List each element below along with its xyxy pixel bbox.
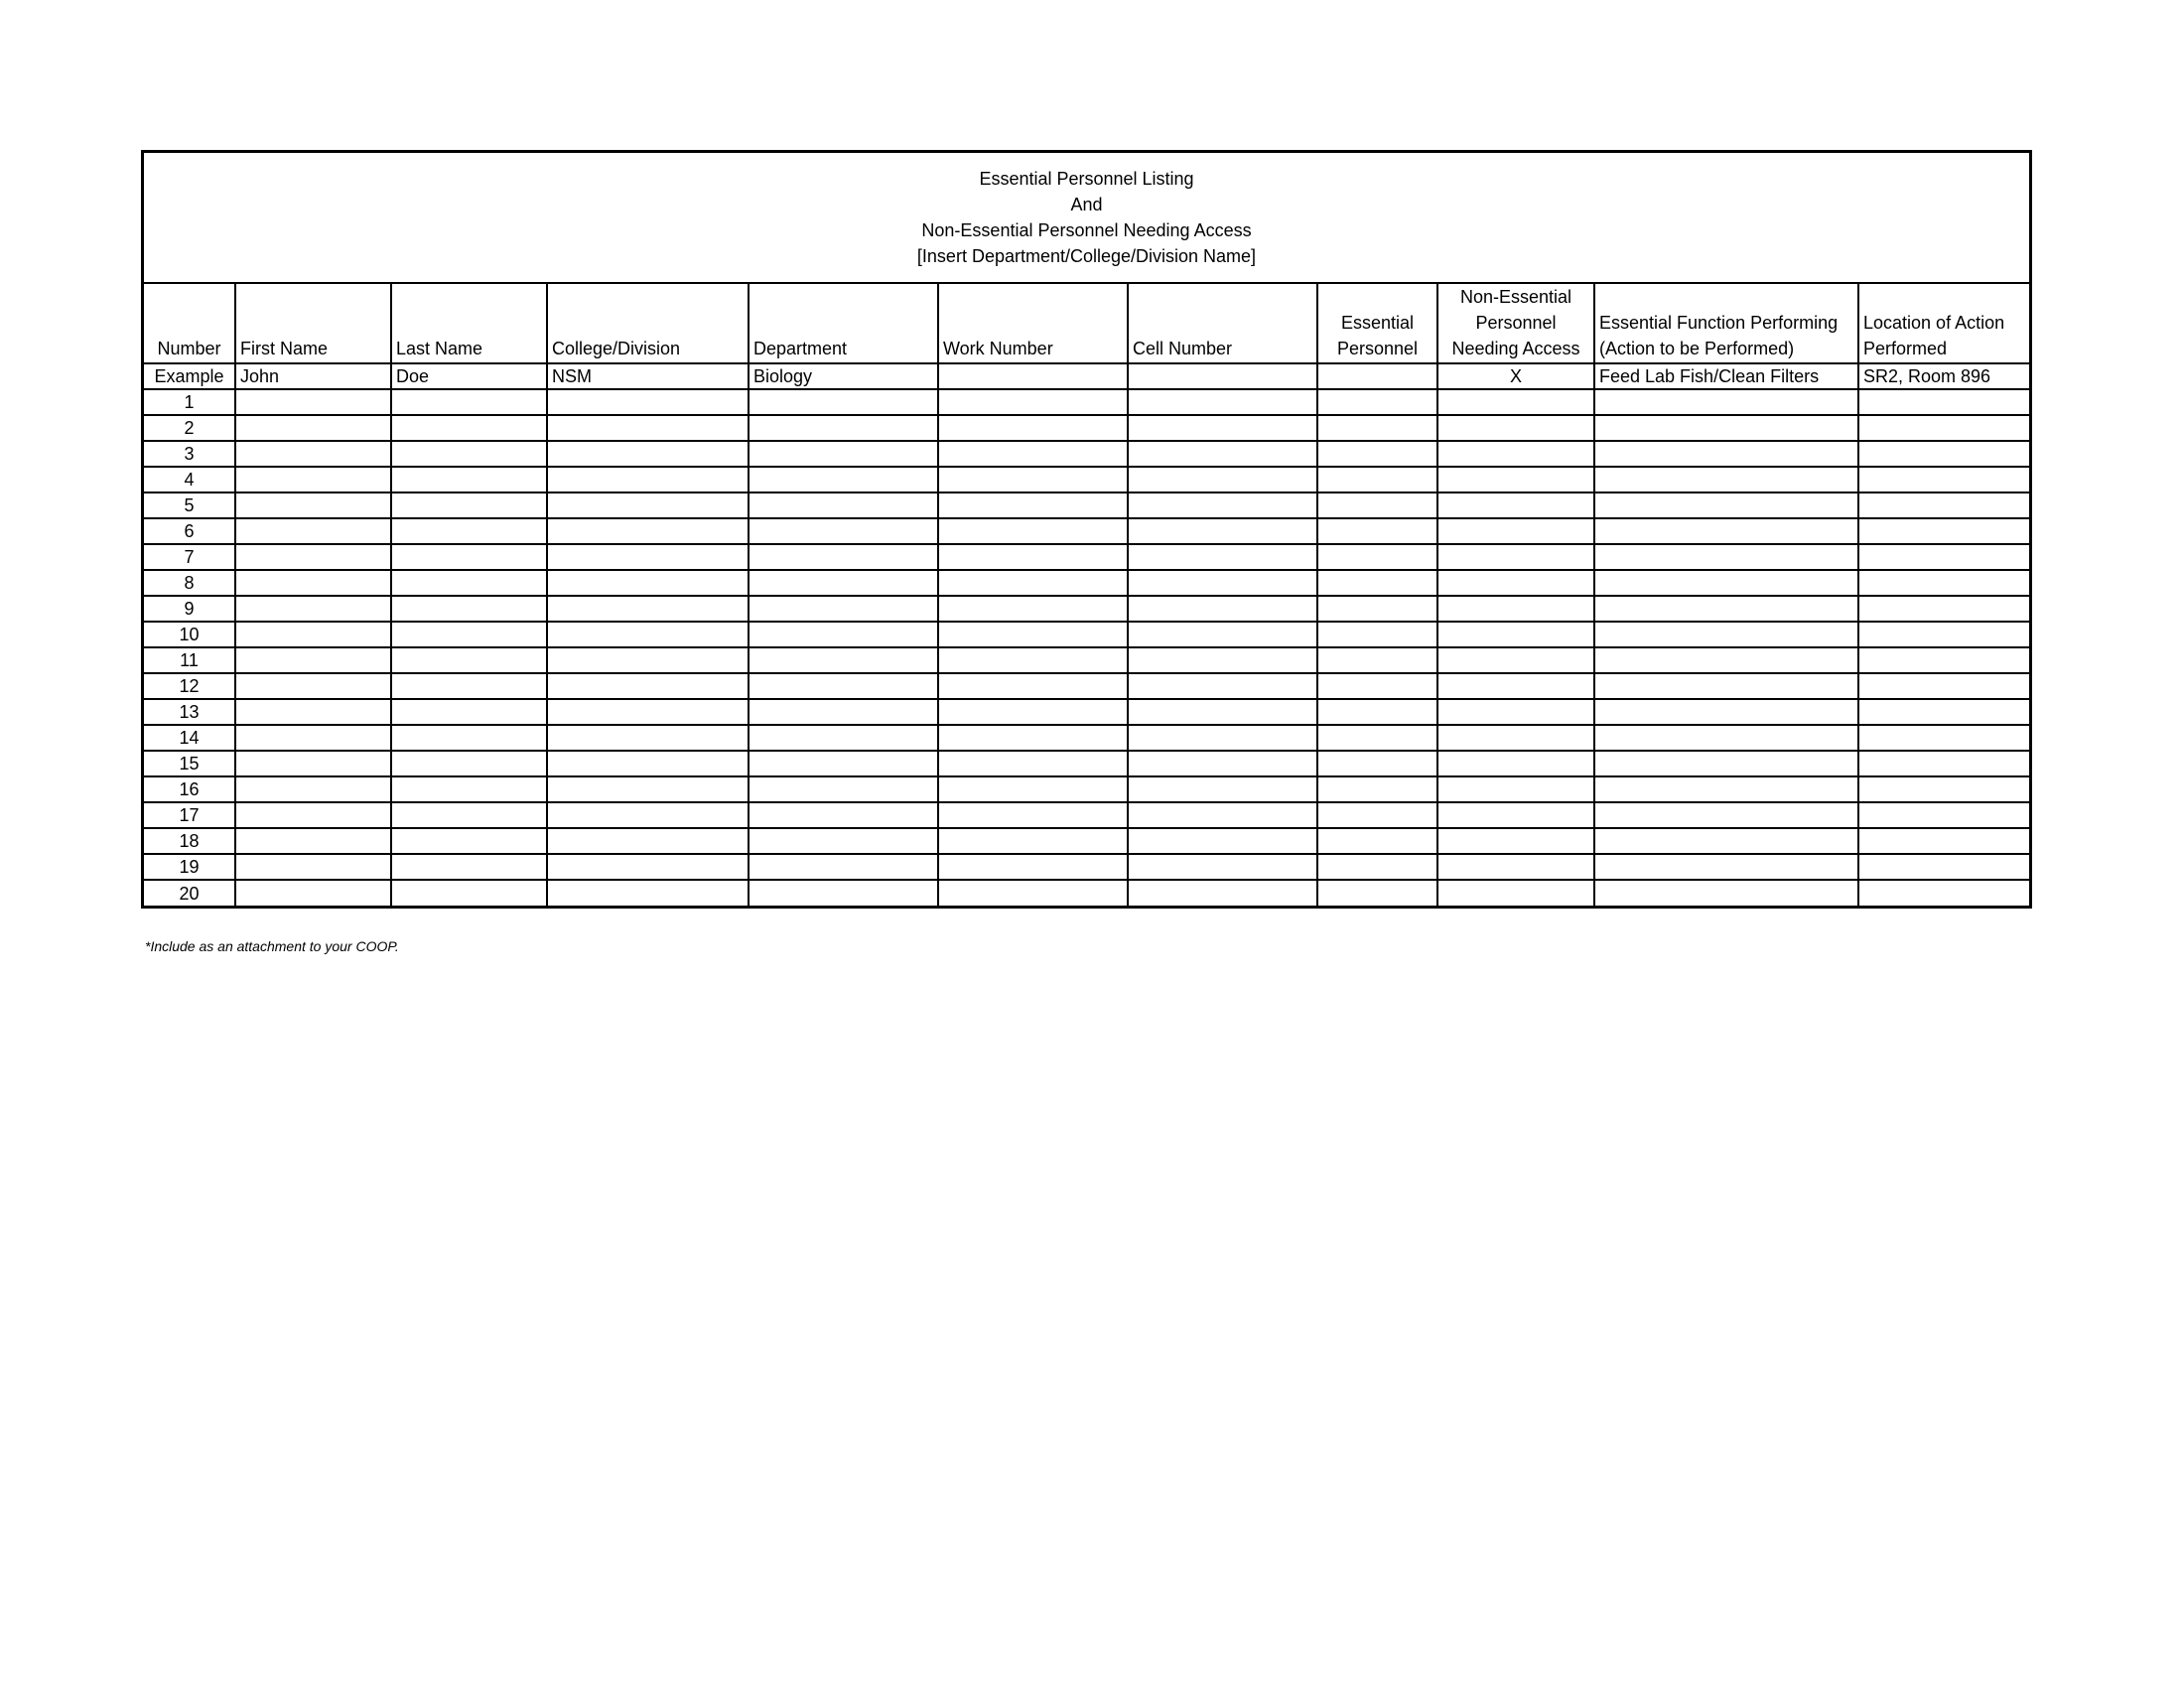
cell-last-name[interactable] <box>391 518 547 544</box>
cell-work-number[interactable] <box>938 570 1128 596</box>
cell-department[interactable] <box>749 647 938 673</box>
cell-last-name[interactable] <box>391 596 547 622</box>
cell-non-essential[interactable] <box>1437 441 1594 467</box>
col-header-last-name: Last Name <box>391 284 547 363</box>
cell-non-essential[interactable] <box>1437 389 1594 415</box>
cell-college-division[interactable] <box>547 751 749 776</box>
example-location: SR2, Room 896 <box>1858 363 2029 389</box>
example-first-name: John <box>235 363 391 389</box>
cell-college-division[interactable] <box>547 673 749 699</box>
row-number: 3 <box>144 441 235 467</box>
cell-non-essential[interactable] <box>1437 802 1594 828</box>
cell-work-number[interactable] <box>938 518 1128 544</box>
cell-first-name[interactable] <box>235 699 391 725</box>
cell-department[interactable] <box>749 518 938 544</box>
cell-last-name[interactable] <box>391 828 547 854</box>
cell-cell-number[interactable] <box>1128 389 1317 415</box>
cell-college-division[interactable] <box>547 699 749 725</box>
row-number: 13 <box>144 699 235 725</box>
cell-function[interactable] <box>1594 544 1858 570</box>
cell-cell-number[interactable] <box>1128 544 1317 570</box>
cell-college-division[interactable] <box>547 880 749 906</box>
title-line-4: [Insert Department/College/Division Name] <box>916 246 1257 266</box>
footnote: *Include as an attachment to your COOP. <box>145 938 399 954</box>
cell-first-name[interactable] <box>235 570 391 596</box>
cell-essential[interactable] <box>1317 596 1437 622</box>
table-row <box>144 492 2029 518</box>
cell-work-number[interactable] <box>938 647 1128 673</box>
cell-last-name[interactable] <box>391 776 547 802</box>
cell-work-number[interactable] <box>938 699 1128 725</box>
cell-last-name[interactable] <box>391 880 547 906</box>
cell-function[interactable] <box>1594 518 1858 544</box>
row-number: 19 <box>144 854 235 880</box>
cell-essential[interactable] <box>1317 570 1437 596</box>
cell-non-essential[interactable] <box>1437 828 1594 854</box>
example-last-name: Doe <box>391 363 547 389</box>
table-row <box>144 673 2029 699</box>
row-number: 6 <box>144 518 235 544</box>
cell-first-name[interactable] <box>235 596 391 622</box>
col-header-college-division: College/Division <box>547 284 749 363</box>
cell-essential[interactable] <box>1317 699 1437 725</box>
cell-last-name[interactable] <box>391 751 547 776</box>
cell-essential[interactable] <box>1317 880 1437 906</box>
cell-non-essential[interactable] <box>1437 570 1594 596</box>
row-number: 11 <box>144 647 235 673</box>
cell-function[interactable] <box>1594 570 1858 596</box>
cell-college-division[interactable] <box>547 725 749 751</box>
cell-non-essential[interactable] <box>1437 415 1594 441</box>
cell-location[interactable] <box>1858 492 2029 518</box>
cell-work-number[interactable] <box>938 854 1128 880</box>
table-row <box>144 699 2029 725</box>
cell-non-essential[interactable] <box>1437 854 1594 880</box>
example-function: Feed Lab Fish/Clean Filters <box>1594 363 1858 389</box>
cell-essential[interactable] <box>1317 467 1437 492</box>
cell-cell-number[interactable] <box>1128 776 1317 802</box>
cell-location[interactable] <box>1858 647 2029 673</box>
cell-cell-number[interactable] <box>1128 518 1317 544</box>
example-number: Example <box>144 363 235 389</box>
cell-work-number[interactable] <box>938 389 1128 415</box>
cell-non-essential[interactable] <box>1437 699 1594 725</box>
cell-work-number[interactable] <box>938 596 1128 622</box>
col-header-essential: Essential Personnel <box>1317 284 1437 363</box>
cell-work-number[interactable] <box>938 828 1128 854</box>
row-number: 7 <box>144 544 235 570</box>
form-title-block <box>144 153 2029 284</box>
cell-non-essential[interactable] <box>1437 544 1594 570</box>
cell-department[interactable] <box>749 673 938 699</box>
table-row <box>144 544 2029 570</box>
cell-last-name[interactable] <box>391 673 547 699</box>
cell-cell-number[interactable] <box>1128 880 1317 906</box>
cell-function[interactable] <box>1594 880 1858 906</box>
cell-college-division[interactable] <box>547 570 749 596</box>
cell-non-essential[interactable] <box>1437 492 1594 518</box>
cell-function[interactable] <box>1594 492 1858 518</box>
cell-cell-number[interactable] <box>1128 415 1317 441</box>
col-header-work-number: Work Number <box>938 284 1128 363</box>
cell-essential[interactable] <box>1317 622 1437 647</box>
cell-department[interactable] <box>749 854 938 880</box>
cell-work-number[interactable] <box>938 725 1128 751</box>
cell-college-division[interactable] <box>547 776 749 802</box>
cell-non-essential[interactable] <box>1437 647 1594 673</box>
cell-function[interactable] <box>1594 673 1858 699</box>
cell-function[interactable] <box>1594 467 1858 492</box>
cell-function[interactable] <box>1594 596 1858 622</box>
cell-first-name[interactable] <box>235 492 391 518</box>
personnel-form <box>141 150 2032 909</box>
cell-essential[interactable] <box>1317 518 1437 544</box>
example-work-number <box>938 363 1128 389</box>
table-row <box>144 880 2029 906</box>
cell-first-name[interactable] <box>235 544 391 570</box>
row-number: 9 <box>144 596 235 622</box>
table-row <box>144 518 2029 544</box>
cell-first-name[interactable] <box>235 647 391 673</box>
cell-essential[interactable] <box>1317 544 1437 570</box>
table-row <box>144 776 2029 802</box>
table-row <box>144 596 2029 622</box>
title-line-3: Non-Essential Personnel Needing Access <box>921 220 1252 240</box>
col-header-location: Location of Action Performed <box>1858 284 2029 363</box>
table-row <box>144 415 2029 441</box>
cell-cell-number[interactable] <box>1128 854 1317 880</box>
cell-department[interactable] <box>749 441 938 467</box>
cell-college-division[interactable] <box>547 647 749 673</box>
cell-last-name[interactable] <box>391 854 547 880</box>
row-number: 12 <box>144 673 235 699</box>
cell-essential[interactable] <box>1317 776 1437 802</box>
cell-first-name[interactable] <box>235 467 391 492</box>
cell-department[interactable] <box>749 492 938 518</box>
col-header-number: Number <box>144 284 235 363</box>
cell-essential[interactable] <box>1317 725 1437 751</box>
cell-work-number[interactable] <box>938 673 1128 699</box>
table-row <box>144 647 2029 673</box>
title-line-1: Essential Personnel Listing <box>979 169 1194 189</box>
cell-function[interactable] <box>1594 828 1858 854</box>
cell-first-name[interactable] <box>235 518 391 544</box>
cell-non-essential[interactable] <box>1437 622 1594 647</box>
cell-department[interactable] <box>749 622 938 647</box>
example-cell-number <box>1128 363 1317 389</box>
cell-work-number[interactable] <box>938 544 1128 570</box>
cell-function[interactable] <box>1594 389 1858 415</box>
col-header-department: Department <box>749 284 938 363</box>
cell-college-division[interactable] <box>547 622 749 647</box>
cell-function[interactable] <box>1594 441 1858 467</box>
cell-last-name[interactable] <box>391 544 547 570</box>
cell-function[interactable] <box>1594 802 1858 828</box>
cell-non-essential[interactable] <box>1437 725 1594 751</box>
col-header-non-essential: Non-Essential Personnel Needing Access <box>1437 284 1594 363</box>
cell-cell-number[interactable] <box>1128 622 1317 647</box>
cell-department[interactable] <box>749 699 938 725</box>
cell-non-essential[interactable] <box>1437 751 1594 776</box>
cell-work-number[interactable] <box>938 776 1128 802</box>
cell-first-name[interactable] <box>235 828 391 854</box>
cell-essential[interactable] <box>1317 389 1437 415</box>
cell-location[interactable] <box>1858 622 2029 647</box>
cell-function[interactable] <box>1594 854 1858 880</box>
example-department: Biology <box>749 363 938 389</box>
title-line-2: And <box>1070 195 1103 214</box>
cell-department[interactable] <box>749 544 938 570</box>
cell-college-division[interactable] <box>547 441 749 467</box>
col-header-function: Essential Function Performing (Action to be Performed) <box>1594 284 1858 363</box>
cell-non-essential[interactable] <box>1437 518 1594 544</box>
cell-cell-number[interactable] <box>1128 751 1317 776</box>
cell-college-division[interactable] <box>547 854 749 880</box>
cell-non-essential[interactable] <box>1437 596 1594 622</box>
cell-non-essential[interactable] <box>1437 467 1594 492</box>
cell-department[interactable] <box>749 415 938 441</box>
cell-last-name[interactable] <box>391 647 547 673</box>
cell-essential[interactable] <box>1317 673 1437 699</box>
cell-location[interactable] <box>1858 725 2029 751</box>
row-number: 17 <box>144 802 235 828</box>
cell-college-division[interactable] <box>547 596 749 622</box>
cell-last-name[interactable] <box>391 492 547 518</box>
table-row <box>144 441 2029 467</box>
cell-department[interactable] <box>749 828 938 854</box>
cell-first-name[interactable] <box>235 673 391 699</box>
cell-cell-number[interactable] <box>1128 492 1317 518</box>
cell-last-name[interactable] <box>391 570 547 596</box>
cell-work-number[interactable] <box>938 802 1128 828</box>
table-row <box>144 622 2029 647</box>
cell-department[interactable] <box>749 596 938 622</box>
col-header-cell-number: Cell Number <box>1128 284 1317 363</box>
cell-location[interactable] <box>1858 751 2029 776</box>
cell-last-name[interactable] <box>391 622 547 647</box>
row-number: 2 <box>144 415 235 441</box>
cell-first-name[interactable] <box>235 725 391 751</box>
cell-location[interactable] <box>1858 828 2029 854</box>
cell-last-name[interactable] <box>391 699 547 725</box>
row-number: 16 <box>144 776 235 802</box>
cell-first-name[interactable] <box>235 441 391 467</box>
row-number: 14 <box>144 725 235 751</box>
cell-department[interactable] <box>749 880 938 906</box>
cell-essential[interactable] <box>1317 647 1437 673</box>
cell-essential[interactable] <box>1317 802 1437 828</box>
cell-location[interactable] <box>1858 802 2029 828</box>
cell-college-division[interactable] <box>547 544 749 570</box>
example-essential <box>1317 363 1437 389</box>
cell-location[interactable] <box>1858 776 2029 802</box>
header-row <box>144 284 2029 363</box>
cell-function[interactable] <box>1594 699 1858 725</box>
cell-work-number[interactable] <box>938 622 1128 647</box>
row-number: 1 <box>144 389 235 415</box>
row-number: 10 <box>144 622 235 647</box>
cell-first-name[interactable] <box>235 415 391 441</box>
cell-first-name[interactable] <box>235 751 391 776</box>
row-number: 5 <box>144 492 235 518</box>
cell-function[interactable] <box>1594 776 1858 802</box>
cell-work-number[interactable] <box>938 441 1128 467</box>
cell-work-number[interactable] <box>938 467 1128 492</box>
cell-department[interactable] <box>749 570 938 596</box>
example-non-essential: X <box>1437 363 1594 389</box>
cell-non-essential[interactable] <box>1437 673 1594 699</box>
cell-location[interactable] <box>1858 467 2029 492</box>
cell-college-division[interactable] <box>547 492 749 518</box>
cell-first-name[interactable] <box>235 802 391 828</box>
col-header-first-name: First Name <box>235 284 391 363</box>
cell-essential[interactable] <box>1317 751 1437 776</box>
cell-cell-number[interactable] <box>1128 467 1317 492</box>
cell-last-name[interactable] <box>391 467 547 492</box>
table-row <box>144 389 2029 415</box>
cell-last-name[interactable] <box>391 389 547 415</box>
table-row <box>144 751 2029 776</box>
cell-college-division[interactable] <box>547 802 749 828</box>
row-number: 4 <box>144 467 235 492</box>
cell-department[interactable] <box>749 776 938 802</box>
cell-function[interactable] <box>1594 725 1858 751</box>
example-row <box>144 363 2029 389</box>
cell-department[interactable] <box>749 725 938 751</box>
row-number: 15 <box>144 751 235 776</box>
cell-cell-number[interactable] <box>1128 596 1317 622</box>
cell-work-number[interactable] <box>938 751 1128 776</box>
cell-location[interactable] <box>1858 441 2029 467</box>
cell-cell-number[interactable] <box>1128 725 1317 751</box>
table-row <box>144 570 2029 596</box>
table-row <box>144 828 2029 854</box>
row-number: 8 <box>144 570 235 596</box>
cell-location[interactable] <box>1858 673 2029 699</box>
cell-location[interactable] <box>1858 880 2029 906</box>
cell-cell-number[interactable] <box>1128 673 1317 699</box>
cell-cell-number[interactable] <box>1128 699 1317 725</box>
cell-essential[interactable] <box>1317 441 1437 467</box>
cell-department[interactable] <box>749 389 938 415</box>
table-row <box>144 802 2029 828</box>
cell-college-division[interactable] <box>547 518 749 544</box>
cell-department[interactable] <box>749 802 938 828</box>
cell-department[interactable] <box>749 467 938 492</box>
cell-location[interactable] <box>1858 699 2029 725</box>
cell-cell-number[interactable] <box>1128 802 1317 828</box>
cell-last-name[interactable] <box>391 415 547 441</box>
cell-location[interactable] <box>1858 596 2029 622</box>
cell-non-essential[interactable] <box>1437 880 1594 906</box>
cell-first-name[interactable] <box>235 880 391 906</box>
table-row <box>144 725 2029 751</box>
cell-cell-number[interactable] <box>1128 647 1317 673</box>
row-number: 18 <box>144 828 235 854</box>
cell-essential[interactable] <box>1317 415 1437 441</box>
cell-location[interactable] <box>1858 389 2029 415</box>
cell-function[interactable] <box>1594 751 1858 776</box>
cell-college-division[interactable] <box>547 389 749 415</box>
cell-first-name[interactable] <box>235 776 391 802</box>
cell-college-division[interactable] <box>547 828 749 854</box>
cell-work-number[interactable] <box>938 415 1128 441</box>
cell-location[interactable] <box>1858 544 2029 570</box>
cell-essential[interactable] <box>1317 854 1437 880</box>
cell-function[interactable] <box>1594 622 1858 647</box>
cell-college-division[interactable] <box>547 415 749 441</box>
cell-work-number[interactable] <box>938 492 1128 518</box>
cell-location[interactable] <box>1858 415 2029 441</box>
cell-cell-number[interactable] <box>1128 828 1317 854</box>
cell-first-name[interactable] <box>235 854 391 880</box>
cell-work-number[interactable] <box>938 880 1128 906</box>
cell-cell-number[interactable] <box>1128 570 1317 596</box>
cell-non-essential[interactable] <box>1437 776 1594 802</box>
row-number: 20 <box>144 880 235 906</box>
cell-first-name[interactable] <box>235 622 391 647</box>
cell-function[interactable] <box>1594 647 1858 673</box>
cell-essential[interactable] <box>1317 828 1437 854</box>
cell-essential[interactable] <box>1317 492 1437 518</box>
cell-location[interactable] <box>1858 518 2029 544</box>
cell-location[interactable] <box>1858 854 2029 880</box>
table-row <box>144 467 2029 492</box>
cell-college-division[interactable] <box>547 467 749 492</box>
cell-last-name[interactable] <box>391 441 547 467</box>
cell-cell-number[interactable] <box>1128 441 1317 467</box>
personnel-table <box>144 284 2029 906</box>
table-row <box>144 854 2029 880</box>
cell-last-name[interactable] <box>391 725 547 751</box>
cell-location[interactable] <box>1858 570 2029 596</box>
cell-last-name[interactable] <box>391 802 547 828</box>
example-college-division: NSM <box>547 363 749 389</box>
cell-department[interactable] <box>749 751 938 776</box>
cell-function[interactable] <box>1594 415 1858 441</box>
cell-first-name[interactable] <box>235 389 391 415</box>
